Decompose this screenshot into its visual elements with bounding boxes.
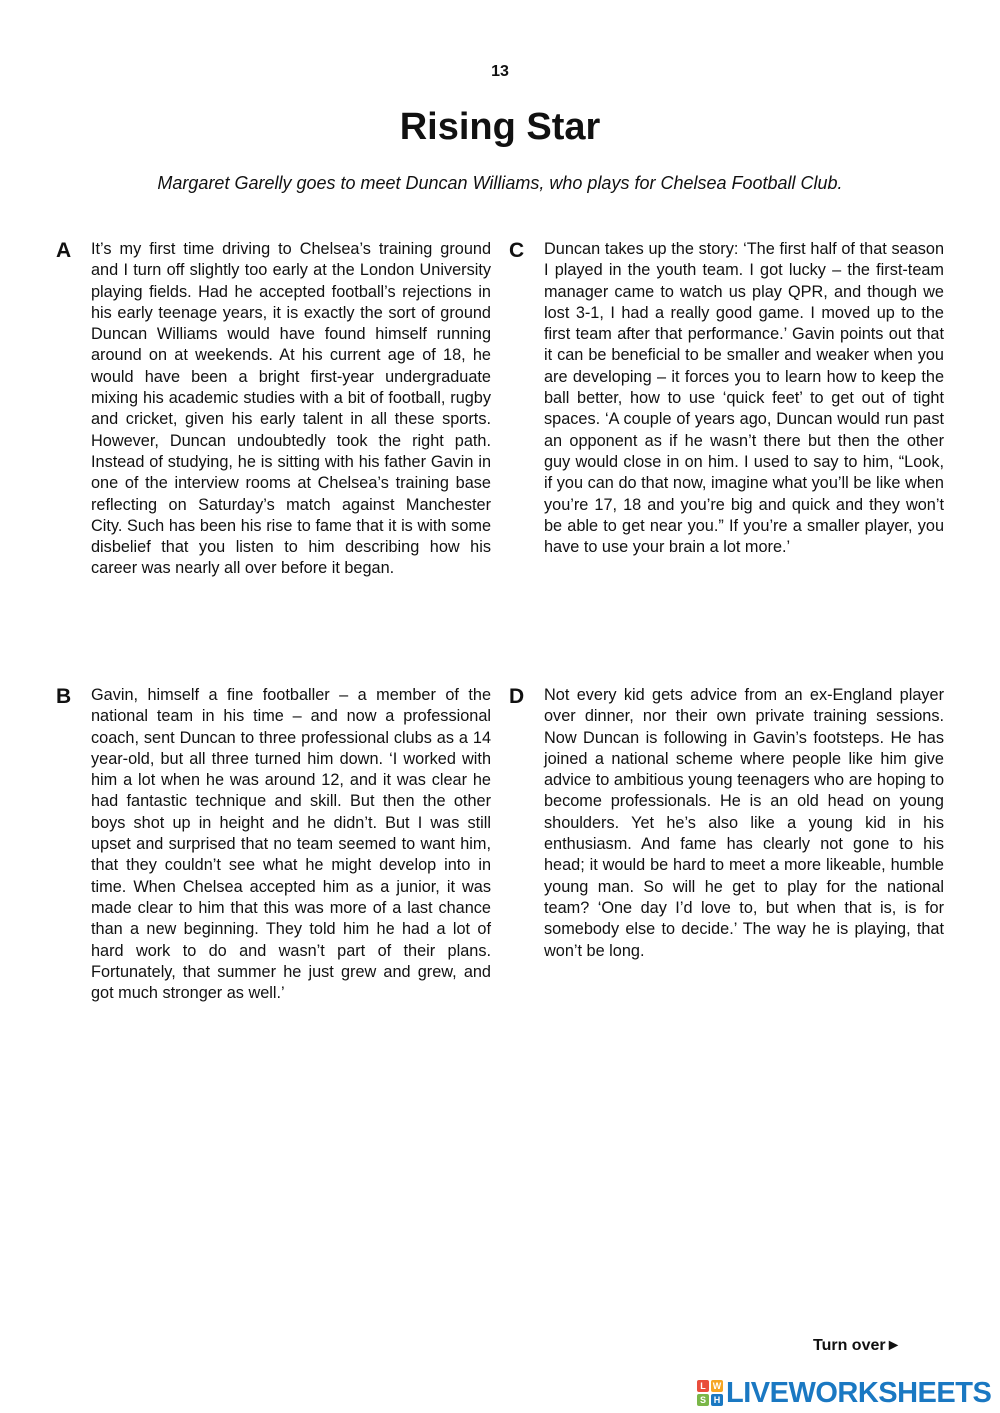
logo-tile: W (712, 1381, 722, 1391)
section-letter: D (509, 685, 525, 708)
section-letter: A (56, 239, 72, 262)
section-text: Not every kid gets advice from an ex-England player over dinner, nor their own private training sessions. Now Duncan is following in Gavin’s footsteps. He has joined a national scheme where people like him give advice to ambitious young teenagers who are hoping to become professionals. He is an old head on young shoulders. Yet he’s also like a young kid in his enthusiasm. And fame has clearly not gone to his head; it would be hard to meet a more likeable, humble young man. So will he get to play for the national team? ‘One day I’d love to, but when that is, is for somebody else to decide.’ The way he is playing, that won’t be long. (544, 686, 944, 960)
section-letter: C (509, 239, 525, 262)
watermark (697, 1376, 991, 1410)
turn-over-label: Turn over► (813, 1337, 902, 1354)
section-text: Gavin, himself a fine footballer – a member of the national team in his time – and now a professional coach, sent Duncan to three professional clubs as a 14 year-old, but all three turned him down. ‘I worked with him a lot when he was around 12, and it was clear he had fantastic technique and skill. But then the other boys shot up in height and he didn’t. But I was still upset and surprised that no team seemed to want him, that they couldn’t see what he might develop into in time. When Chelsea accepted him as a junior, it was made clear to him that this was more of a last chance than a new beginning. They told him he had a lot of hard work to do and wasn’t part of their plans. Fortunately, that summer he just grew and grew, and got much stronger as well.’ (91, 686, 491, 1003)
page-title: Rising Star (399, 106, 601, 148)
article-subtitle: Margaret Garelly goes to meet Duncan Williams, who plays for Chelsea Football Club. (157, 173, 843, 193)
section-text: Duncan takes up the story: ‘The first half of that season I played in the youth team. I got lucky – the first-team manager came to watch us play QPR, and though we lost 3-1, I had a really good game. I moved up to the first team after that performance.’ Gavin points out that it can be beneficial to be smaller and weaker when you are developing – it forces you to learn how to keep the ball better, how to use ‘quick feet’ to get out of tight spaces. ‘A couple of years ago, Duncan would run past an opponent as if he wasn’t there but then the other guy would close in on him. I used to say to him, “Look, if you can do that now, imagine what you’ll be like when you’re 17, 18 and you’re big and quick and they won’t be able to get near you.” If you’re a smaller player, you have to use your brain a lot more.’ (544, 240, 944, 557)
section-letter: B (56, 685, 72, 708)
logo-tile: S (697, 1394, 709, 1406)
page-number: 13 (491, 63, 509, 80)
logo-tile: L (697, 1380, 709, 1392)
logo-tile: H (711, 1394, 723, 1406)
section-text: It’s my first time driving to Chelsea’s training ground and I turn off slightly too early at the London University playing fields. Had he accepted football’s rejections in his early teenage years, it is exactly the sort of ground Duncan Williams would have found himself running around on at weekends. At his current age of 18, he would have been a bright first-year undergraduate mixing his academic studies with a bit of football, rugby and cricket, given his early talent in all these sports. However, Duncan undoubtedly took the right path. Instead of studying, he is sitting with his father Gavin in one of the interview rooms at Chelsea’s training base reflecting on Saturday’s match against Manchester City. Such has been his rise to fame that it is with some disbelief that you listen to him describing how his career was nearly all over before it began. (91, 240, 491, 578)
liveworksheets-logo-icon (697, 1380, 723, 1406)
watermark-text: LIVEWORKSHEETS (726, 1376, 992, 1409)
